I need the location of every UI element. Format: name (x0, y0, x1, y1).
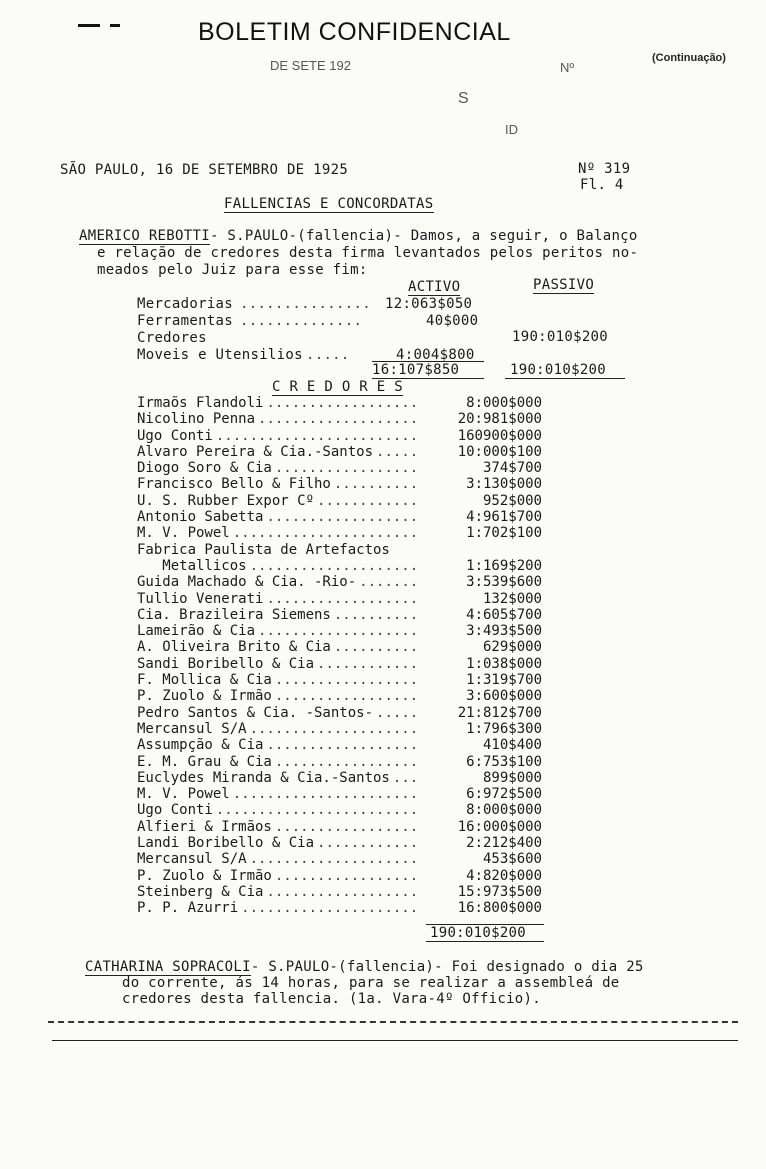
creditor-name: Tullio Venerati (137, 590, 264, 607)
faded-letter: S (458, 90, 469, 107)
creditor-amount: 453$600 (482, 851, 542, 868)
passivo-total-rule (505, 378, 625, 379)
creditor-amount: 1:796$300 (466, 720, 542, 737)
leader-dots: .......... (333, 476, 419, 493)
balance-label: Moveis e Utensilios (137, 347, 303, 363)
creditor-amount: 8:000$000 (466, 395, 542, 411)
leader-dots: ................. (274, 672, 419, 689)
separator-rule (48, 1021, 738, 1023)
corner-mark (78, 24, 100, 27)
balance-label: Credores (137, 330, 207, 346)
entry-1-line-1-text: - S.PAULO-(fallencia)- Damos, a seguir, o Balanço (209, 228, 638, 244)
leader-dots: ..................... (241, 900, 419, 917)
leader-dots: ........................ (215, 802, 419, 819)
place-date: SÃO PAULO, 16 DE SETEMBRO DE 1925 (60, 162, 349, 178)
creditor-name: Alfieri & Irmãos (137, 818, 272, 835)
leader-dots: ... (392, 769, 419, 786)
leader-dots: ................. (274, 867, 419, 884)
sheet-number: Fl. 4 (580, 177, 624, 193)
total-passivo: 190:010$200 (510, 362, 607, 378)
balance-passivo: 190:010$200 (512, 329, 609, 345)
leader-dots: .................... (249, 851, 419, 868)
faded-date-line: DE SETE 192 (270, 58, 351, 73)
creditor-amount: 410$400 (482, 737, 542, 754)
continuation-label: (Continuação) (652, 52, 726, 64)
creditor-amount: 20:981$000 (457, 411, 542, 428)
creditors-total-rule (426, 941, 544, 942)
leader-dots: .................. (266, 509, 419, 526)
entry-2-line-3: credores desta fallencia. (1a. Vara-4º Officio). (122, 991, 541, 1007)
creditor-amount: 132$000 (482, 590, 542, 607)
creditor-name: Mercansul S/A (137, 720, 247, 737)
document-title: BOLETIM CONFIDENCIAL (198, 18, 511, 46)
creditor-amount: 3:130$000 (466, 476, 542, 493)
entry-2-line-1 (85, 959, 644, 975)
leader-dots: .......... (333, 606, 419, 623)
balance-activo: 4:004$800 (396, 347, 475, 363)
creditor-name: M. V. Powel (137, 525, 230, 542)
creditor-amount: 16:000$000 (457, 818, 542, 835)
creditor-amount: 952$000 (482, 492, 542, 509)
creditor-amount: 3:539$600 (466, 574, 542, 591)
creditors-total: 190:010$200 (430, 925, 527, 941)
bulletin-number: Nº 319 (578, 161, 631, 177)
creditor-amount: 1:702$100 (466, 525, 542, 542)
creditor-amount: 629$000 (482, 639, 542, 656)
entry-1-line-3: meados pelo Juiz para esse fim: (97, 262, 368, 278)
leader-dots: ...................... (232, 786, 419, 803)
passivo-header: PASSIVO (533, 277, 595, 293)
leader-dots: ............ (317, 835, 419, 852)
creditor-amount: 10:000$100 (457, 443, 542, 460)
leader-dots: ............... (240, 296, 371, 312)
balance-activo: 40$000 (426, 313, 479, 329)
creditor-name: Nicolino Penna (137, 411, 256, 428)
leader-dots: ................... (258, 411, 419, 428)
creditor-name: P. P. Azurri (137, 900, 239, 917)
leader-dots: ....... (359, 574, 419, 591)
faded-tail: ID (505, 122, 518, 137)
leader-dots: .................... (249, 720, 419, 737)
creditor-amount: 6:972$500 (466, 786, 542, 803)
leader-dots: .................... (249, 557, 419, 574)
creditor-name: P. Zuolo & Irmão (137, 867, 272, 884)
creditor-amount: 4:961$700 (466, 509, 542, 526)
creditor-name: Metallicos (137, 557, 247, 574)
balance-activo: 12:063$050 (385, 296, 473, 312)
creditor-name: Sandi Boribello & Cia (137, 655, 315, 672)
entry-2-line-2: do corrente, ás 14 horas, para se realizar a assembleá de (122, 975, 620, 991)
creditor-name: Guida Machado & Cia. -Rio- (137, 574, 357, 591)
balance-label: Ferramentas (137, 313, 234, 329)
leader-dots: ............ (317, 492, 419, 509)
creditor-name: F. Mollica & Cia (137, 672, 272, 689)
creditor-name: Ugo Conti (137, 427, 213, 444)
creditor-name: Antonio Sabetta (137, 509, 264, 526)
faded-number-label: Nº (560, 60, 575, 75)
creditor-name: Diogo Soro & Cia (137, 460, 272, 477)
creditor-name: Landi Boribello & Cia (137, 835, 315, 852)
creditor-name: Irmaõs Flandoli (137, 395, 264, 411)
leader-dots: ................. (274, 753, 419, 770)
entry-2-name: CATHARINA SOPRACOLI (85, 959, 251, 975)
creditor-amount: 1:038$000 (466, 655, 542, 672)
activo-header: ACTIVO (408, 279, 461, 295)
creditor-amount: 6:753$100 (466, 753, 542, 770)
leader-dots: ........................ (215, 427, 419, 444)
creditor-name: P. Zuolo & Irmão (137, 688, 272, 705)
leader-dots: ................. (274, 818, 419, 835)
creditor-name: Cia. Brazileira Siemens (137, 606, 331, 623)
leader-dots: ................. (274, 688, 419, 705)
leader-dots: .............. (240, 313, 363, 329)
corner-mark (110, 24, 120, 27)
creditor-name: Alvaro Pereira & Cia.-Santos (137, 443, 374, 460)
leader-dots: .................. (266, 883, 419, 900)
entry-1-name: AMERICO REBOTTI (79, 228, 210, 244)
leader-dots: .................. (266, 395, 419, 411)
leader-dots: ................... (258, 623, 419, 640)
creditor-amount: 21:812$700 (457, 704, 542, 721)
creditor-amount: 1:169$200 (466, 557, 542, 574)
section-title: FALLENCIAS E CONCORDATAS (224, 196, 434, 212)
creditor-name: E. M. Grau & Cia (137, 753, 272, 770)
total-activo: 16:107$850 (372, 362, 460, 378)
creditor-name: Pedro Santos & Cia. -Santos- (137, 704, 374, 721)
creditor-amount: 3:600$000 (466, 688, 542, 705)
creditor-amount: 160900$000 (457, 427, 542, 444)
creditor-amount: 15:973$500 (457, 883, 542, 900)
creditor-name: Francisco Bello & Filho (137, 476, 331, 493)
creditor-amount: 16:800$000 (457, 900, 542, 917)
entry-1-line-2: e relação de credores desta firma levantados pelos peritos no- (97, 245, 639, 261)
leader-dots: ...................... (232, 525, 419, 542)
entry-2-line-1-text: - S.PAULO-(fallencia)- Foi designado o dia 25 (250, 959, 644, 975)
creditor-name: Ugo Conti (137, 802, 213, 819)
creditor-name: M. V. Powel (137, 786, 230, 803)
creditor-name: Fabrica Paulista de Artefactos (137, 541, 390, 558)
creditor-name: Assumpção & Cia (137, 737, 264, 754)
creditor-amount: 3:493$500 (466, 623, 542, 640)
creditor-name: Euclydes Miranda & Cia.-Santos (137, 769, 390, 786)
leader-dots: ............ (317, 655, 419, 672)
entry-1-line-1 (79, 228, 638, 244)
creditor-amount: 8:000$000 (466, 802, 542, 819)
creditor-amount: 4:820$000 (466, 867, 542, 884)
leader-dots: .................. (266, 590, 419, 607)
creditor-amount: 2:212$400 (466, 835, 542, 852)
creditor-name: Mercansul S/A (137, 851, 247, 868)
leader-dots: ................. (274, 460, 419, 477)
leader-dots: ..... (376, 443, 419, 460)
creditor-name: Lameirão & Cia (137, 623, 256, 640)
leader-dots: ..... (306, 347, 350, 363)
creditor-amount: 4:605$700 (466, 606, 542, 623)
creditor-amount: 374$700 (482, 460, 542, 477)
creditor-name: U. S. Rubber Expor Cº (137, 492, 315, 509)
creditor-amount: 899$000 (482, 769, 542, 786)
leader-dots: ..... (376, 704, 419, 721)
creditor-name: Steinberg & Cia (137, 883, 264, 900)
balance-label: Mercadorias (137, 296, 234, 312)
creditors-heading: C R E D O R E S (272, 379, 403, 395)
leader-dots: .......... (333, 639, 419, 656)
creditor-amount: 1:319$700 (466, 672, 542, 689)
separator-rule (52, 1040, 738, 1041)
creditor-name: A. Oliveira Brito & Cia (137, 639, 331, 656)
leader-dots: .................. (266, 737, 419, 754)
